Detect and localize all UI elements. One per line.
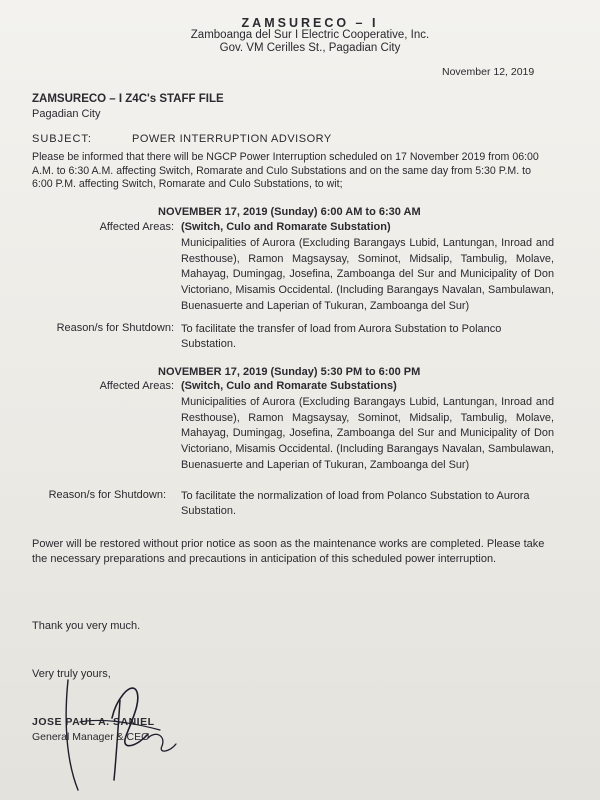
handwritten-signature <box>20 660 200 800</box>
subject-value: POWER INTERRUPTION ADVISORY <box>132 133 332 145</box>
schedule-1-reason-label: Reason/s for Shutdown: <box>56 322 174 334</box>
org-address: Gov. VM Cerilles St., Pagadian City <box>219 42 401 54</box>
schedule-2-areas-text: Municipalities of Aurora (Excluding Barangays Lubid, Lantungan, Inroad and Resthouse), Ramon Magsaysay, Sominot, Midsalip, Tambulig, Molave, Mahayag, Dumingag, Josefina, Zamboanga del Sur and Municipality of Don Victoriano, Misamis Occidental. (Including Barangays Navalan, Sambulawan, Buenasuerte and Laperian of Tukuran, Zamboanga del Sur) <box>181 396 554 471</box>
valediction: Very truly yours, <box>32 668 111 680</box>
schedule-1-heading: NOVEMBER 17, 2019 (Sunday) 6:00 AM to 6:30 AM <box>158 206 421 218</box>
org-name: ZAMSURECO – I <box>241 16 379 30</box>
signatory-title: General Manager & CEO <box>32 731 150 743</box>
schedule-1-areas-title: (Switch, Culo and Romarate Substation) <box>181 221 391 233</box>
schedule-1-areas-label: Affected Areas: <box>99 221 174 233</box>
org-full-name: Zamboanga del Sur I Electric Cooperative, Inc. <box>190 29 430 41</box>
recipient-line-2: Pagadian City <box>32 108 101 120</box>
schedule-2-reason-text: To facilitate the normalization of load from Polanco Substation to Aurora Substation. <box>181 490 530 517</box>
schedule-1-reason-text: To facilitate the transfer of load from Aurora Substation to Polanco Substation. <box>181 323 502 350</box>
intro-paragraph: Please be informed that there will be NGCP Power Interruption scheduled on 17 November 2019 from 06:00 A.M. to 6:30 A.M. affecting Switch, Romarate and Culo Substations and on the same day from 5:30 P.M. to 6:00 P.M. affecting Switch, Romarate and Culo Substations, to wit; <box>32 151 539 191</box>
thanks-line: Thank you very much. <box>32 620 141 632</box>
signatory-name: JOSE PAUL A. SANIEL <box>32 716 155 728</box>
restore-paragraph: Power will be restored without prior notice as soon as the maintenance works are completed. Please take the necessary preparations and precautions in anticipation of this scheduled power interruption. <box>32 538 545 565</box>
schedule-2-heading: NOVEMBER 17, 2019 (Sunday) 5:30 PM to 6:00 PM <box>158 366 421 378</box>
recipient-line-1: ZAMSURECO – I Z4C's STAFF FILE <box>32 93 224 105</box>
schedule-2-areas-label: Affected Areas: <box>99 380 174 392</box>
letter-date: November 12, 2019 <box>442 66 535 78</box>
schedule-2-reason-label: Reason/s for Shutdown: <box>48 489 166 501</box>
schedule-1-areas-text: Municipalities of Aurora (Excluding Barangays Lubid, Lantungan, Inroad and Resthouse), Ramon Magsaysay, Sominot, Midsalip, Tambulig, Molave, Mahayag, Dumingag, Josefina, Zamboanga del Sur and Municipality of Don Victoriano, Misamis Occidental. (Including Barangays Navalan, Sambulawan, Buenasuerte and Laperian of Tukuran, Zamboanga del Sur) <box>181 237 554 312</box>
subject-label: SUBJECT: <box>32 133 92 145</box>
schedule-2-areas-title: (Switch, Culo and Romarate Substations) <box>181 380 397 392</box>
